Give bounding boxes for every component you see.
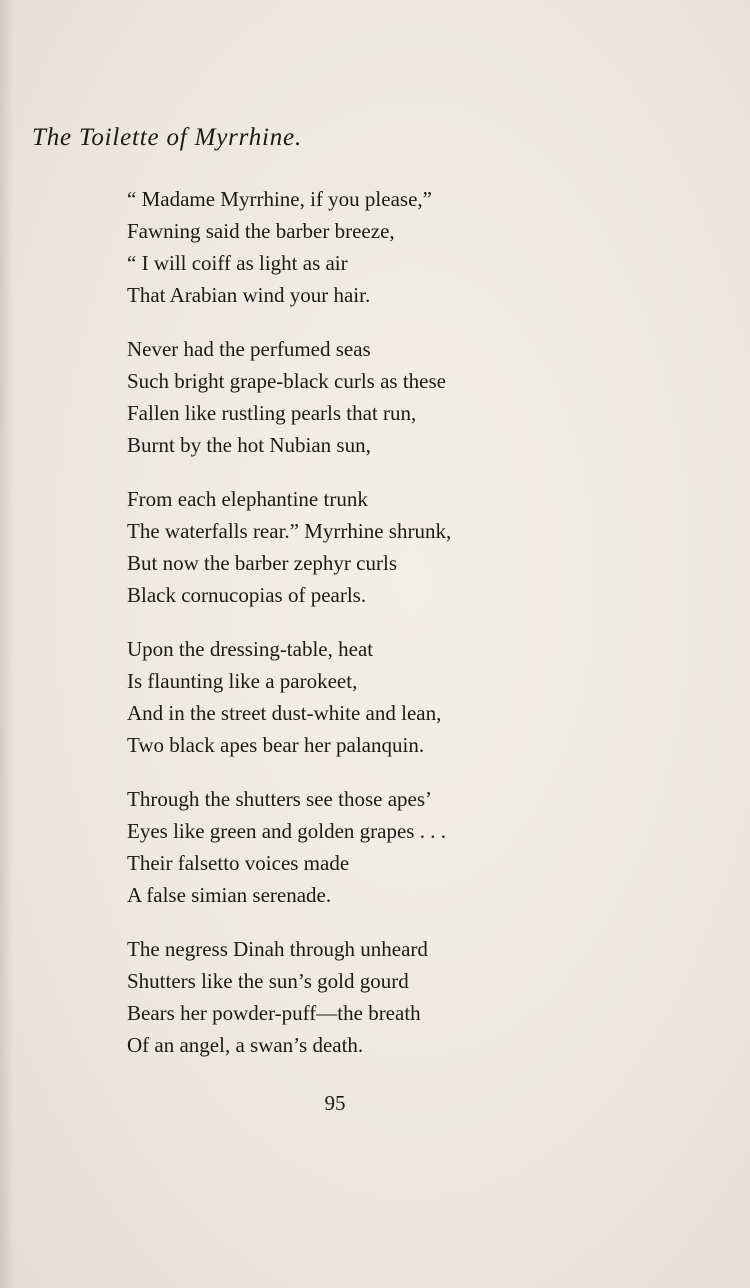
stanza-3 xyxy=(127,483,451,611)
poem-line: Upon the dressing-table, heat xyxy=(127,637,374,661)
poem-line: Is flaunting like a parokeet, xyxy=(127,669,358,693)
poem-line: Fawning said the barber breeze, xyxy=(127,219,395,243)
poem-title: The Toilette of Myrrhine. xyxy=(32,124,302,151)
poem-line: “ Madame Myrrhine, if you please,” xyxy=(127,187,432,211)
poem-line: Black cornucopias of pearls. xyxy=(127,583,367,607)
poem-line: Eyes like green and golden grapes . . . xyxy=(127,819,446,843)
poem-line: From each elephantine trunk xyxy=(127,487,368,511)
poem-line: Shutters like the sun’s gold gourd xyxy=(127,969,409,993)
poem-line: “ I will coiff as light as air xyxy=(127,251,348,275)
poem-line: Bears her powder-puff—the breath xyxy=(127,1001,421,1025)
poem-line: Never had the perfumed seas xyxy=(127,337,371,361)
poem-line: Their falsetto voices made xyxy=(127,851,350,875)
poem-line: But now the barber zephyr curls xyxy=(127,551,397,575)
poem-line: Fallen like rustling pearls that run, xyxy=(127,401,417,425)
stanza-4 xyxy=(127,633,451,761)
poem-line: Through the shutters see those apes’ xyxy=(127,787,433,811)
poem-line: Of an angel, a swan’s death. xyxy=(127,1033,364,1057)
page-number: 95 xyxy=(324,1091,346,1115)
stanza-6 xyxy=(127,933,451,1061)
poem-line: Such bright grape-black curls as these xyxy=(127,369,446,393)
poem-line: The negress Dinah through unheard xyxy=(127,937,428,961)
poem-line: A false simian serenade. xyxy=(127,883,332,907)
poem-line: Two black apes bear her palanquin. xyxy=(127,733,425,757)
poem-line: And in the street dust-white and lean, xyxy=(127,701,442,725)
stanza-5 xyxy=(127,783,451,911)
poem-line: That Arabian wind your hair. xyxy=(127,283,371,307)
poem-line: The waterfalls rear.” Myrrhine shrunk, xyxy=(127,519,452,543)
poem-line: Burnt by the hot Nubian sun, xyxy=(127,433,371,457)
stanza-1 xyxy=(127,183,451,311)
stanza-2 xyxy=(127,333,451,461)
poem-body xyxy=(127,183,451,1083)
